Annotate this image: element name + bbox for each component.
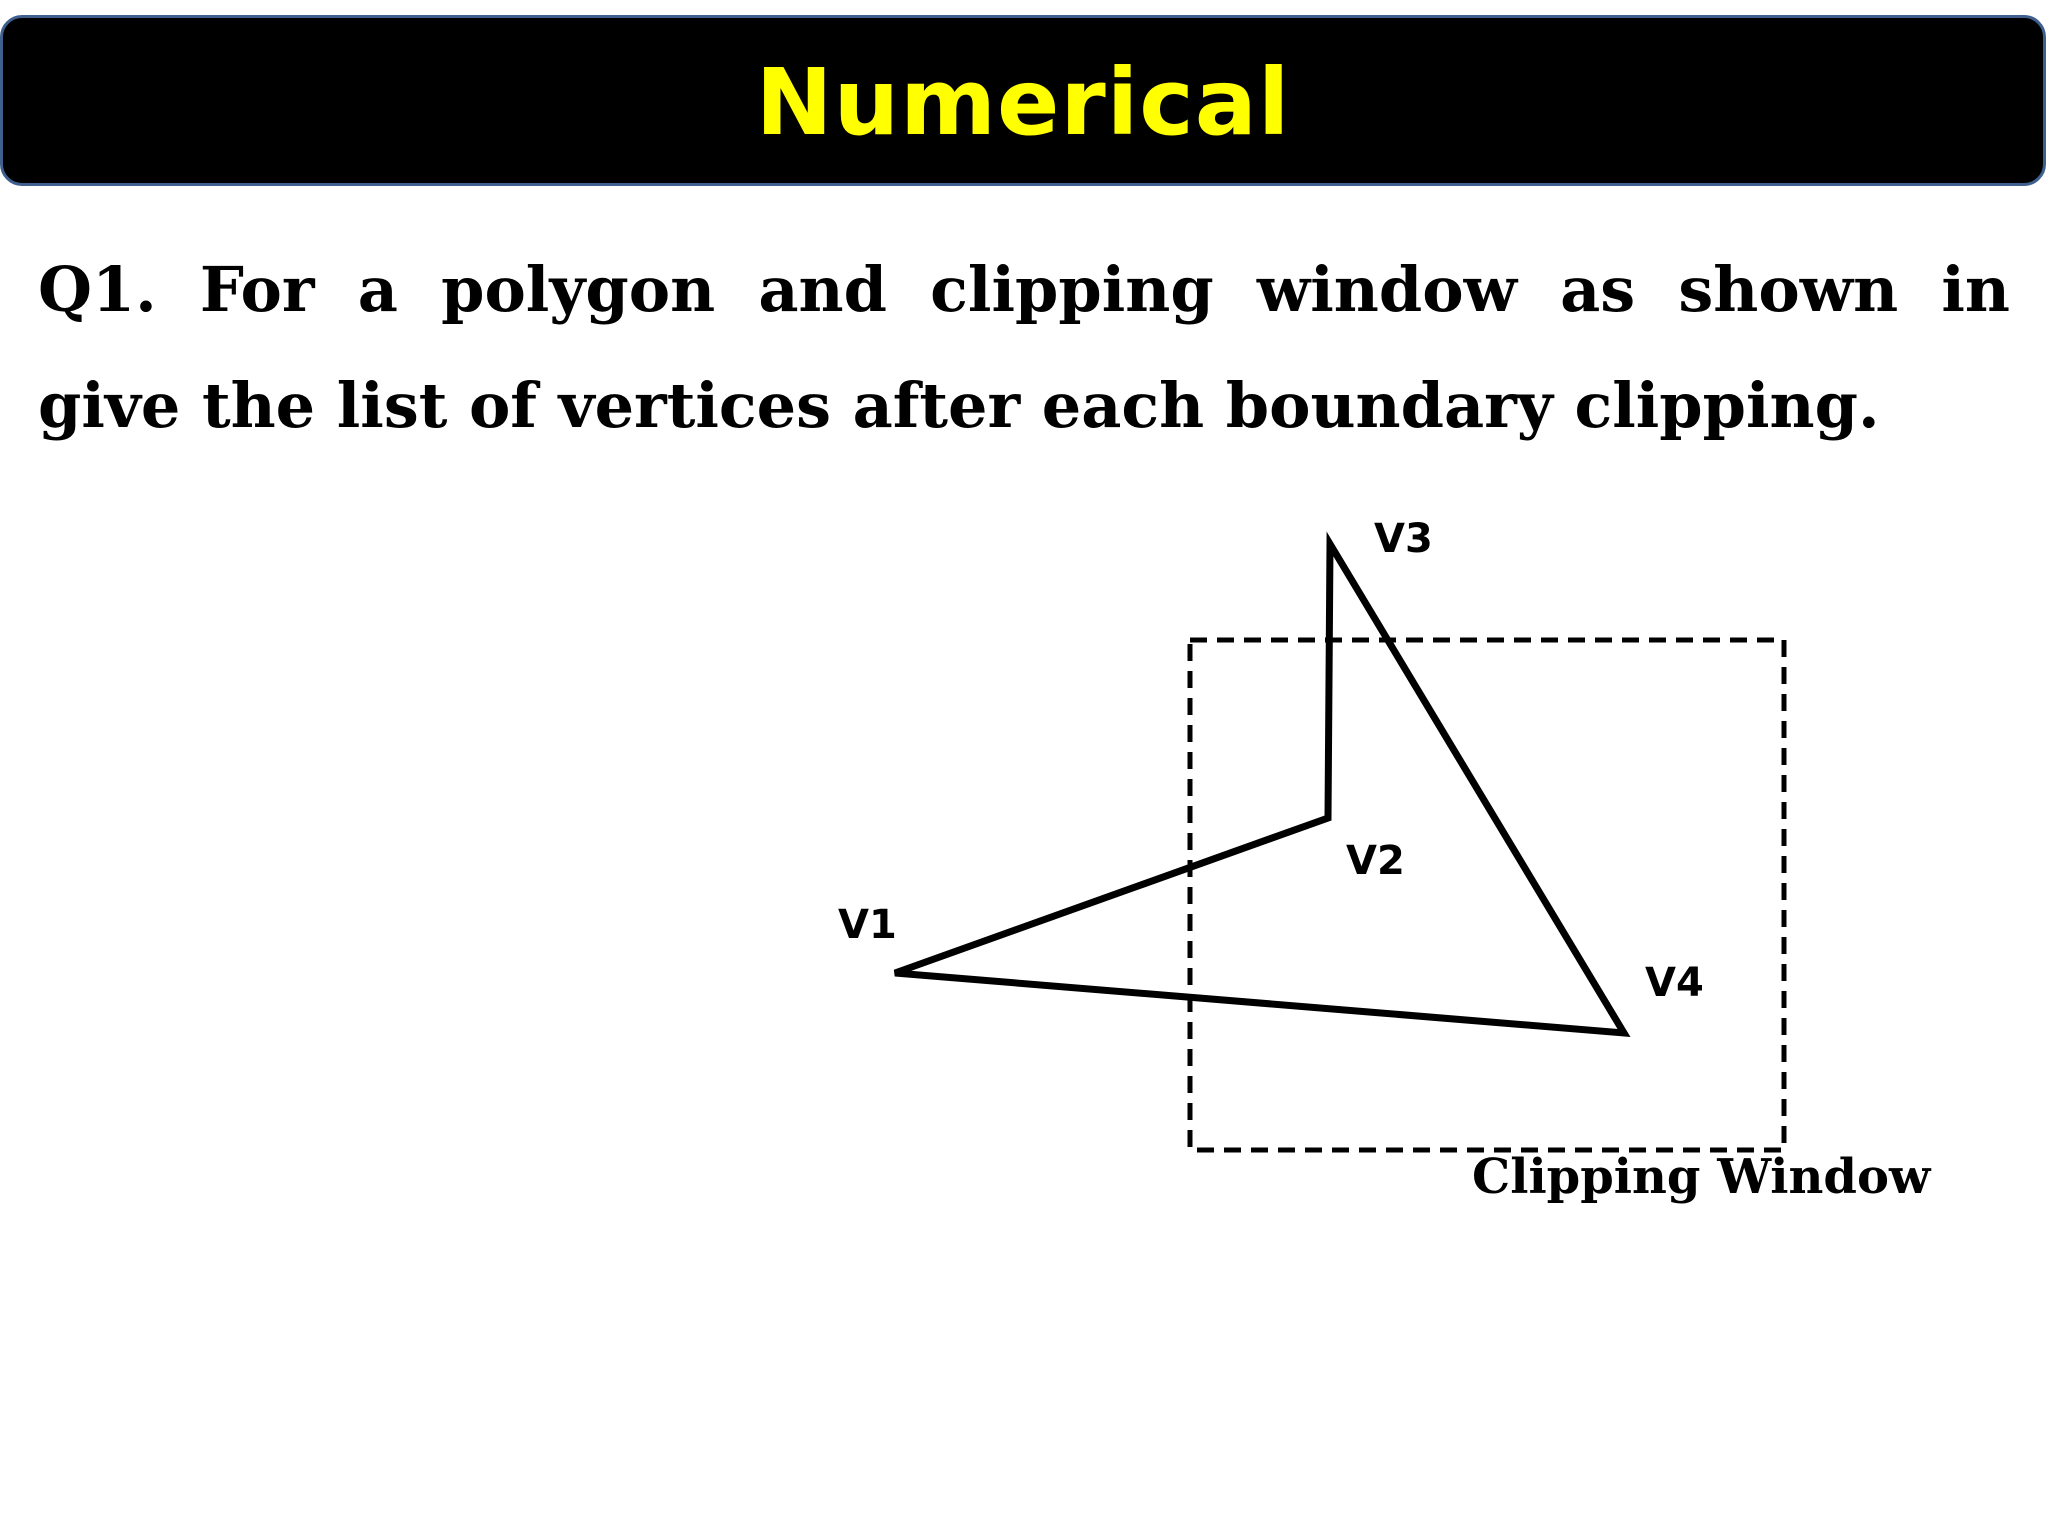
slide-title: Numerical [755, 48, 1291, 156]
question-line-2: give the list of vertices after each boundary clipping. [38, 369, 1880, 442]
polygon [895, 544, 1624, 1033]
vertex-label-v1: V1 [838, 902, 897, 948]
clipping-window [1190, 640, 1784, 1150]
vertex-label-v4: V4 [1645, 960, 1704, 1006]
vertex-label-v2: V2 [1346, 838, 1405, 884]
question-line-1: Q1. For a polygon and clipping window as shown in [38, 253, 2010, 326]
vertex-label-v3: V3 [1374, 516, 1433, 562]
clipping-window-label: Clipping Window [1472, 1149, 1931, 1205]
